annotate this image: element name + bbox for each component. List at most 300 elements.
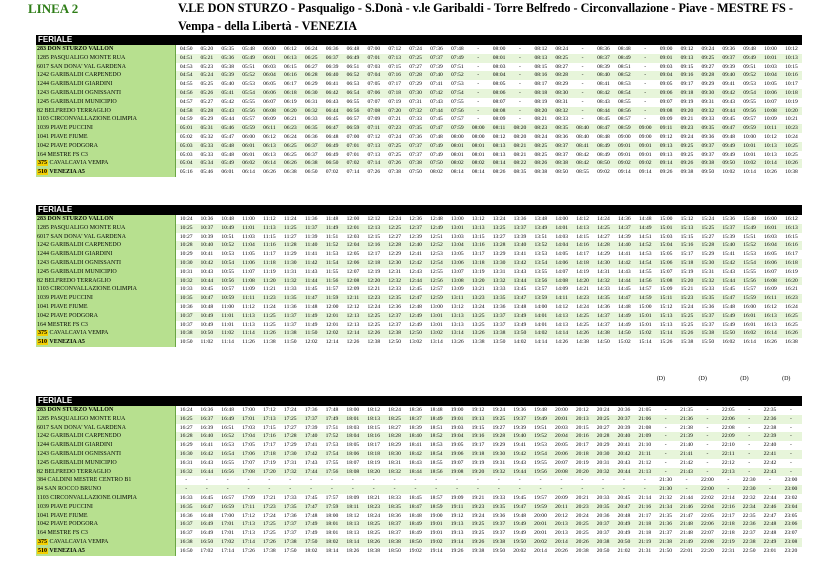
departure-time: 12:27 [388, 233, 402, 240]
departure-time: 19:47 [509, 503, 530, 512]
departure-time: 19:49 [530, 415, 551, 424]
departure-time: 07:16 [384, 71, 405, 80]
departure-time: - [351, 477, 354, 484]
departure-time: 23:02 [784, 494, 798, 501]
departure-time: 08:22 [510, 159, 531, 168]
departure-time: 06:41 [325, 81, 339, 88]
departure-time: 18:16 [363, 432, 384, 441]
departure-time: 07:51 [450, 63, 464, 70]
departure-time: 20:20 [572, 468, 593, 477]
departure-time: 08:24 [534, 133, 548, 140]
departure-time: 18:59 [426, 503, 447, 512]
departure-time: 08:13 [492, 151, 506, 158]
departure-time: 17:13 [259, 415, 280, 424]
departure-time: 15:38 [697, 329, 718, 338]
departure-time: 13:05 [450, 251, 464, 258]
departure-time: 09:36 [701, 133, 715, 140]
table-row [36, 133, 802, 142]
departure-time: - [790, 442, 792, 449]
departure-time: 09:04 [656, 71, 677, 80]
departure-time: 22:09 [718, 432, 739, 441]
departure-time: 20:44 [614, 468, 635, 477]
departure-time: 16:57 [221, 494, 235, 501]
departure-time: 12:51 [430, 233, 443, 240]
departure-time: 17:01 [221, 530, 235, 537]
departure-time: - [697, 468, 718, 477]
departure-time: 10:00 [743, 133, 756, 140]
departure-time: 19:08 [447, 468, 468, 477]
departure-time: 06:09 [263, 116, 276, 123]
departure-time: 07:13 [384, 54, 405, 63]
departure-time: 06:12 [263, 133, 276, 140]
departure-time: 09:15 [680, 63, 694, 70]
departure-time: 16:25 [785, 321, 798, 328]
departure-time: 17:14 [221, 547, 235, 554]
departure-time: - [519, 46, 521, 52]
departure-time: 09:13 [677, 54, 698, 63]
departure-time: 11:02 [217, 329, 238, 338]
table-row [36, 338, 802, 347]
departure-time: 12:25 [363, 312, 384, 321]
departure-time: 19:49 [513, 530, 527, 537]
departure-time: 18:36 [388, 512, 401, 519]
departure-time: 07:47 [426, 124, 447, 133]
departure-time: - [468, 107, 489, 116]
departure-time: 22:00 [697, 485, 718, 494]
departure-time: 11:51 [325, 233, 339, 240]
departure-time: 05:57 [242, 116, 255, 123]
stop-name: 1103 CIRCONVALLAZIONE OLIMPIA [36, 285, 176, 294]
departure-time: 14:33 [597, 286, 610, 293]
departure-time: 11:43 [304, 268, 318, 275]
departure-time: 10:30 [176, 259, 197, 268]
departure-time: - [697, 450, 718, 459]
departure-time: 15:24 [680, 303, 694, 310]
departure-time: 08:13 [530, 54, 551, 63]
departure-time: 09:00 [635, 124, 656, 133]
departure-time: - [331, 477, 333, 484]
table-row [36, 321, 802, 330]
departure-time: 14:13 [551, 312, 572, 321]
departure-time: 11:44 [301, 277, 322, 286]
departure-time: 07:04 [363, 71, 384, 80]
departure-time: 15:45 [722, 286, 736, 293]
departure-time: 10:26 [764, 169, 777, 176]
departure-time: 07:27 [409, 63, 422, 70]
departure-time: 07:50 [426, 159, 447, 168]
departure-time: 07:37 [409, 151, 422, 158]
departure-time: - [572, 54, 593, 63]
departure-time: 12:13 [363, 224, 384, 233]
departure-time: 08:35 [551, 124, 572, 133]
departure-time: 09:53 [743, 81, 756, 88]
departure-time: 17:36 [283, 512, 297, 519]
departure-time: 08:18 [530, 89, 551, 98]
departure-time: 18:07 [346, 459, 360, 466]
departure-time: 18:02 [322, 538, 343, 547]
departure-time: 09:02 [635, 159, 656, 168]
departure-time: 18:23 [363, 503, 384, 512]
departure-time: 06:32 [301, 107, 322, 116]
departure-time: - [664, 407, 667, 413]
departure-time: 06:53 [346, 81, 360, 88]
departure-time: 13:01 [430, 321, 443, 328]
departure-time: 08:01 [468, 142, 489, 151]
departure-time: - [748, 424, 751, 431]
departure-time: 06:20 [280, 107, 301, 116]
departure-time: 11:25 [263, 321, 276, 328]
stop-name: 1244 GARIBALDI GIARDINI [36, 441, 176, 450]
departure-time: 16:16 [781, 241, 802, 250]
departure-time: 07:48 [430, 133, 443, 140]
departure-time: 18:04 [342, 432, 363, 441]
departure-time: 09:21 [680, 116, 694, 123]
departure-time: 18:26 [363, 538, 384, 547]
departure-time: - [217, 485, 238, 494]
departure-time: 22:12 [721, 459, 735, 466]
table-row [36, 159, 802, 168]
departure-time: 07:14 [346, 169, 360, 176]
departure-time: 12:55 [430, 268, 443, 275]
departure-time: 14:04 [551, 241, 572, 250]
departure-time: 06:06 [259, 89, 280, 98]
departure-time: 06:49 [343, 54, 364, 63]
departure-time: 11:01 [238, 224, 259, 233]
departure-time: 16:09 [764, 286, 777, 293]
departure-time: 08:55 [576, 169, 589, 176]
departure-time: 06:48 [346, 46, 360, 52]
departure-time: 11:09 [242, 286, 255, 293]
departure-time: 05:20 [200, 46, 214, 52]
departure-time: 21:19 [634, 538, 655, 547]
departure-time: 07:19 [388, 98, 402, 105]
departure-time: 19:42 [509, 450, 530, 459]
departure-time: 12:15 [367, 233, 381, 240]
departure-time: 17:38 [280, 538, 301, 547]
departure-time: 07:25 [384, 142, 405, 151]
departure-time: 08:36 [597, 46, 610, 52]
departure-time: 11:36 [284, 303, 297, 310]
departure-time: 12:32 [384, 277, 405, 286]
departure-time: 17:57 [325, 494, 339, 501]
table-row [36, 459, 802, 468]
departure-time: 18:51 [429, 424, 443, 431]
departure-time: 12:37 [384, 312, 405, 321]
departure-time: 14:25 [572, 312, 593, 321]
timetable-block-2 [36, 205, 802, 347]
departure-time: 16:25 [781, 312, 802, 321]
departure-time: 16:38 [176, 538, 197, 547]
departure-time: 17:00 [242, 407, 255, 413]
departure-time: - [435, 477, 438, 484]
departure-time: 20:04 [551, 432, 572, 441]
departure-time: - [247, 477, 250, 484]
departure-time: 16:13 [760, 312, 781, 321]
departure-time: - [644, 46, 647, 52]
departure-time: 15:18 [677, 259, 698, 268]
departure-time: - [655, 415, 676, 424]
departure-time: 05:21 [196, 54, 217, 63]
departure-time: 14:57 [638, 286, 652, 293]
departure-time: - [477, 46, 480, 52]
departure-time: 08:50 [555, 169, 569, 176]
departure-time: 08:39 [597, 63, 610, 70]
departure-time: 04:58 [176, 107, 197, 116]
departure-time: 21:06 [634, 415, 655, 424]
departure-time: 18:33 [388, 494, 401, 501]
departure-time: 21:30 [655, 485, 676, 494]
table-row [36, 441, 802, 450]
departure-time: 08:19 [534, 98, 548, 105]
departure-time: 20:08 [551, 468, 572, 477]
departure-time: 18:38 [367, 547, 381, 554]
stop-name: 164 MESTRE FS C3 [36, 151, 176, 160]
departure-time: 23:07 [784, 530, 798, 537]
departure-time: 17:49 [304, 530, 318, 537]
departure-time: 20:39 [617, 424, 631, 431]
departure-time: 16:56 [217, 468, 238, 477]
departure-time: 12:03 [346, 233, 360, 240]
departure-time: 08:33 [555, 116, 569, 123]
departure-time: 07:29 [409, 81, 422, 88]
table-row [36, 476, 802, 485]
departure-time: 10:01 [760, 54, 781, 63]
departure-time: 12:50 [388, 339, 402, 346]
departure-time: 16:17 [785, 251, 798, 258]
departure-time: 19:21 [471, 494, 485, 501]
departure-time: - [259, 485, 280, 494]
departure-time: - [760, 485, 781, 494]
departure-time: 10:36 [200, 216, 214, 222]
departure-time: 11:49 [322, 224, 343, 233]
departure-time: 19:05 [450, 442, 464, 449]
departure-time: - [697, 415, 718, 424]
departure-time: 13:56 [530, 277, 551, 286]
departure-time: 21:50 [659, 547, 673, 554]
departure-time: 08:00 [471, 133, 485, 140]
departure-time: 13:25 [468, 312, 489, 321]
departure-time: 16:52 [217, 432, 238, 441]
departure-time: - [634, 485, 655, 494]
departure-time: 13:55 [534, 268, 548, 275]
departure-time: 18:25 [367, 530, 381, 537]
departure-time: 17:13 [238, 520, 259, 529]
departure-time: 12:54 [426, 259, 447, 268]
departure-time: 22:13 [718, 468, 739, 477]
departure-time: 08:01 [489, 54, 510, 63]
departure-time: 09:25 [677, 142, 698, 151]
departure-time: 07:01 [363, 54, 384, 63]
departure-time: 09:59 [739, 124, 760, 133]
departure-time: 15:50 [718, 329, 739, 338]
departure-time: 18:19 [367, 459, 381, 466]
departure-time: - [468, 485, 489, 494]
departure-time: 14:43 [617, 268, 631, 275]
departure-time: 19:04 [447, 432, 468, 441]
stop-name: 510 VENEZIA A5 [36, 547, 176, 556]
departure-time: 10:37 [176, 312, 197, 321]
departure-time: 12:48 [430, 216, 443, 222]
departure-time: 17:50 [283, 547, 297, 554]
departure-time: 10:51 [221, 233, 235, 240]
departure-time: 22:10 [721, 442, 735, 449]
departure-time: 09:49 [718, 142, 739, 151]
departure-time: 11:40 [301, 241, 322, 250]
departure-time: 16:01 [739, 312, 760, 321]
departure-time: 08:09 [492, 116, 506, 123]
departure-time: 06:17 [283, 81, 297, 88]
departure-time: 19:51 [534, 424, 547, 431]
departure-time: 10:49 [217, 224, 238, 233]
departure-time: 18:27 [388, 424, 401, 431]
departure-time: 20:42 [614, 450, 635, 459]
departure-time: 12:56 [426, 277, 447, 286]
departure-time: 20:03 [555, 424, 568, 431]
departure-time: 07:49 [430, 151, 443, 158]
departure-time: 05:42 [221, 98, 235, 105]
departure-time: 14:25 [593, 224, 614, 233]
departure-time: 06:54 [343, 89, 364, 98]
table-row [36, 432, 802, 441]
departure-time: 13:26 [450, 339, 464, 346]
departure-time: 07:52 [447, 71, 468, 80]
departure-time: 21:32 [659, 494, 673, 501]
departure-time: 12:02 [322, 329, 343, 338]
departure-time: 14:53 [638, 251, 652, 258]
departure-time: 05:40 [221, 81, 235, 88]
departure-time: 13:33 [492, 286, 506, 293]
departure-time: 15:14 [638, 339, 652, 346]
departure-time: 13:38 [489, 329, 510, 338]
departure-time: 12:28 [384, 241, 405, 250]
departure-time: 10:25 [785, 151, 798, 158]
departure-time: 05:33 [196, 142, 217, 151]
departure-time: 20:00 [555, 407, 568, 413]
departure-time: 09:24 [680, 133, 694, 140]
departure-time: 20:50 [596, 547, 610, 554]
departure-time: 10:12 [764, 133, 777, 140]
departure-time: 11:50 [301, 329, 322, 338]
departure-time: 14:11 [551, 294, 572, 303]
departure-time: - [655, 468, 676, 477]
departure-time: 16:37 [196, 415, 217, 424]
departure-time: 14:00 [555, 216, 569, 222]
departure-time: 10:50 [196, 329, 217, 338]
departure-time: 14:29 [597, 251, 610, 258]
table-row [36, 250, 802, 259]
departure-time: 12:26 [363, 329, 384, 338]
departure-time: 11:13 [242, 321, 255, 328]
departure-time: 20:01 [551, 415, 572, 424]
departure-time: 20:00 [534, 512, 547, 519]
departure-time: 11:23 [259, 294, 280, 303]
departure-time: 13:20 [468, 277, 489, 286]
departure-time: 08:48 [597, 133, 610, 140]
departure-time: 06:55 [346, 98, 360, 105]
departure-time: 17:00 [221, 512, 235, 519]
departure-time: 06:56 [343, 107, 364, 116]
departure-time: 18:37 [405, 415, 426, 424]
departure-time: 08:42 [572, 159, 593, 168]
departure-time: 13:00 [450, 216, 464, 222]
departure-time: 13:13 [468, 224, 489, 233]
table-row [36, 529, 802, 538]
departure-time: - [176, 485, 197, 494]
departure-time: 12:07 [346, 268, 360, 275]
departure-time: 08:40 [593, 71, 614, 80]
departure-time: - [635, 71, 656, 80]
departure-time: 15:13 [677, 224, 698, 233]
departure-time: 18:48 [409, 512, 422, 519]
departure-time: 13:44 [510, 277, 531, 286]
departure-time: 07:14 [363, 159, 384, 168]
departure-time: 11:37 [301, 224, 322, 233]
departure-time: 17:30 [280, 450, 301, 459]
departure-time: - [456, 477, 459, 484]
departure-time: 20:37 [593, 520, 614, 529]
departure-time: 14:51 [638, 233, 652, 240]
table-row [36, 468, 802, 477]
departure-time: - [790, 459, 792, 466]
departure-time: 19:14 [429, 547, 443, 554]
departure-time: 18:49 [409, 530, 422, 537]
departure-time: 10:15 [785, 63, 798, 70]
departure-time: 22:30 [739, 485, 760, 494]
departure-time: 17:21 [262, 494, 276, 501]
departure-time: 08:02 [430, 169, 443, 176]
departure-time: 11:49 [301, 312, 322, 321]
departure-time: 16:02 [739, 329, 760, 338]
stop-name: 1042 PIAVE PODGORA [36, 520, 176, 529]
departure-time: 20:09 [555, 494, 568, 501]
departure-time: 08:57 [617, 116, 631, 123]
departure-time: 20:02 [530, 538, 551, 547]
departure-time: 17:02 [217, 538, 238, 547]
departure-time: 10:25 [176, 224, 197, 233]
table-row [36, 277, 802, 286]
departure-time: 17:17 [262, 442, 276, 449]
departure-time: 15:00 [638, 303, 652, 310]
departure-time: 08:26 [492, 169, 506, 176]
departure-time: 05:24 [196, 71, 217, 80]
departure-time: 17:41 [304, 442, 318, 449]
departure-time: 15:37 [718, 224, 739, 233]
departure-time: 19:12 [450, 512, 464, 519]
departure-time: 05:32 [200, 133, 214, 140]
departure-time: 19:06 [447, 450, 468, 459]
departure-time: 07:53 [450, 81, 464, 88]
departure-time: - [644, 81, 647, 88]
departure-time: 23:06 [780, 520, 801, 529]
departure-time: 08:30 [551, 89, 572, 98]
departure-time: 16:00 [764, 216, 777, 222]
departure-time: 19:24 [492, 407, 506, 413]
departure-time: 09:56 [739, 107, 760, 116]
departure-time: 14:36 [597, 303, 610, 310]
departure-time: 12:21 [367, 286, 381, 293]
departure-time: 10:02 [722, 169, 736, 176]
departure-time: 14:37 [593, 312, 614, 321]
departure-time: 13:51 [534, 233, 548, 240]
departure-time: 09:14 [656, 159, 677, 168]
departure-time: 16:00 [743, 303, 756, 310]
departure-time: 11:15 [263, 233, 276, 240]
departure-time: 14:28 [593, 241, 614, 250]
table-row [36, 54, 802, 63]
departure-time: 14:25 [576, 321, 589, 328]
departure-time: 05:54 [238, 89, 259, 98]
stop-name: 375 CAVALCAVIA VEMPA [36, 538, 176, 547]
